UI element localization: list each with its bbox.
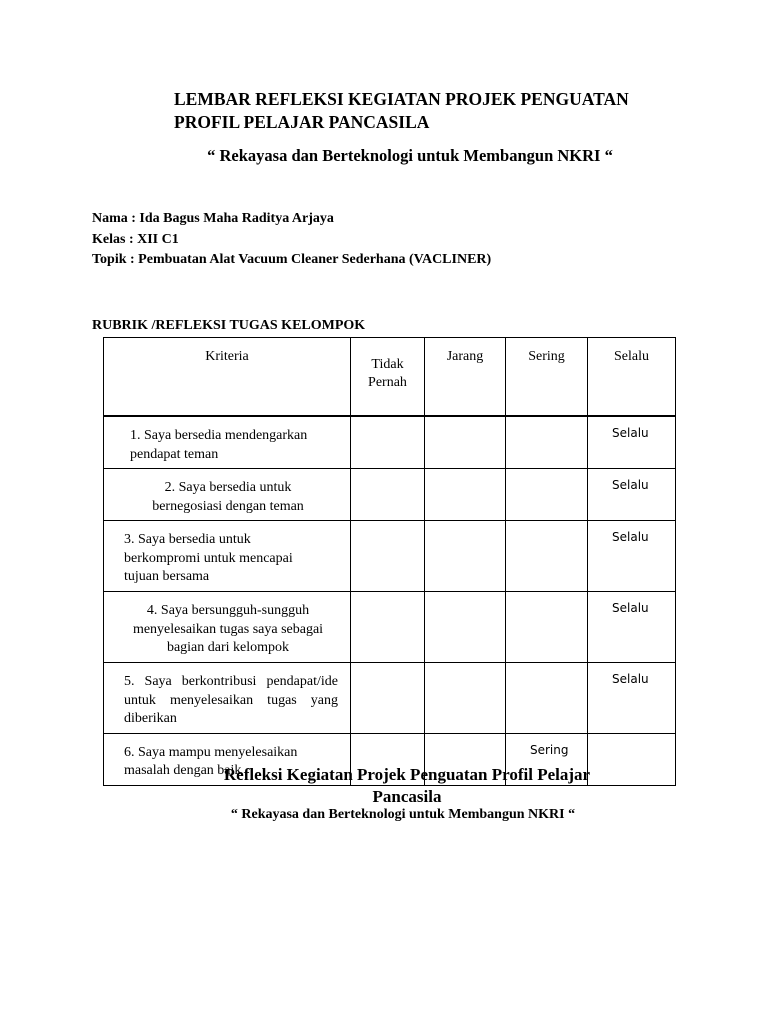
column-header-selalu: Selalu <box>588 338 676 417</box>
criteria-cell: 3. Saya bersedia untuk berkompromi untuk mencapai tujuan bersama <box>104 521 351 592</box>
cell-jarang[interactable] <box>425 469 506 521</box>
cell-tidak-pernah[interactable] <box>351 663 425 734</box>
cell-tidak-pernah[interactable] <box>351 416 425 469</box>
document-title: LEMBAR REFLEKSI KEGIATAN PROJEK PENGUATAN PROFIL PELAJAR PANCASILA <box>174 89 629 132</box>
cell-sering[interactable] <box>506 592 588 663</box>
criteria-cell: 5. Saya berkontribusi pendapat/ide untuk menyelesaikan tugas yang diberikan <box>104 663 351 734</box>
table-row <box>104 416 676 469</box>
cell-selalu[interactable]: Selalu <box>588 469 676 521</box>
criteria-cell: 4. Saya bersungguh-sungguh menyelesaikan tugas saya sebagai bagian dari kelompok <box>104 592 351 663</box>
cell-selalu[interactable]: Selalu <box>588 521 676 592</box>
document-subtitle: “ Rekayasa dan Berteknologi untuk Membangun NKRI “ <box>207 146 613 165</box>
cell-sering[interactable] <box>506 469 588 521</box>
cell-selalu[interactable]: Selalu <box>588 663 676 734</box>
column-header-tidak-pernah: Tidak Pernah <box>351 338 425 417</box>
table-row <box>104 521 676 592</box>
table-row <box>104 592 676 663</box>
column-header-sering: Sering <box>506 338 588 417</box>
cell-sering[interactable] <box>506 521 588 592</box>
column-header-jarang: Jarang <box>425 338 506 417</box>
cell-sering[interactable] <box>506 416 588 469</box>
criteria-cell: 6. Saya mampu menyelesaikan masalah dengan baik <box>104 733 351 785</box>
student-class: Kelas : XII C1 <box>92 231 179 247</box>
cell-jarang[interactable] <box>425 521 506 592</box>
cell-tidak-pernah[interactable] <box>351 592 425 663</box>
cell-tidak-pernah[interactable] <box>351 469 425 521</box>
student-name: Nama : Ida Bagus Maha Raditya Arjaya <box>92 211 334 226</box>
criteria-cell: 1. Saya bersedia mendengarkan pendapat teman <box>104 416 351 469</box>
student-identity <box>92 209 491 271</box>
reflection-subtitle: “ Rekayasa dan Berteknologi untuk Membangun NKRI “ <box>230 807 576 822</box>
cell-sering[interactable] <box>506 663 588 734</box>
rubric-table <box>103 337 676 786</box>
criteria-cell: 2. Saya bersedia untuk bernegosiasi dengan teman <box>104 469 351 521</box>
cell-sering[interactable]: Sering <box>506 733 588 785</box>
cell-tidak-pernah[interactable] <box>351 521 425 592</box>
cell-jarang[interactable] <box>425 663 506 734</box>
table-header-row <box>104 338 676 417</box>
cell-jarang[interactable] <box>425 592 506 663</box>
rubric-heading: RUBRIK /REFLEKSI TUGAS KELOMPOK <box>92 318 366 333</box>
column-header-kriteria: Kriteria <box>104 338 351 417</box>
cell-selalu[interactable]: Selalu <box>588 416 676 469</box>
table-row <box>104 663 676 734</box>
cell-jarang[interactable] <box>425 416 506 469</box>
project-topic: Topik : Pembuatan Alat Vacuum Cleaner Sederhana (VACLINER) <box>92 252 492 267</box>
table-row <box>104 469 676 521</box>
reflection-title: Refleksi Kegiatan Projek Penguatan Profil Pelajar Pancasila <box>223 765 591 806</box>
cell-selalu[interactable]: Selalu <box>588 592 676 663</box>
